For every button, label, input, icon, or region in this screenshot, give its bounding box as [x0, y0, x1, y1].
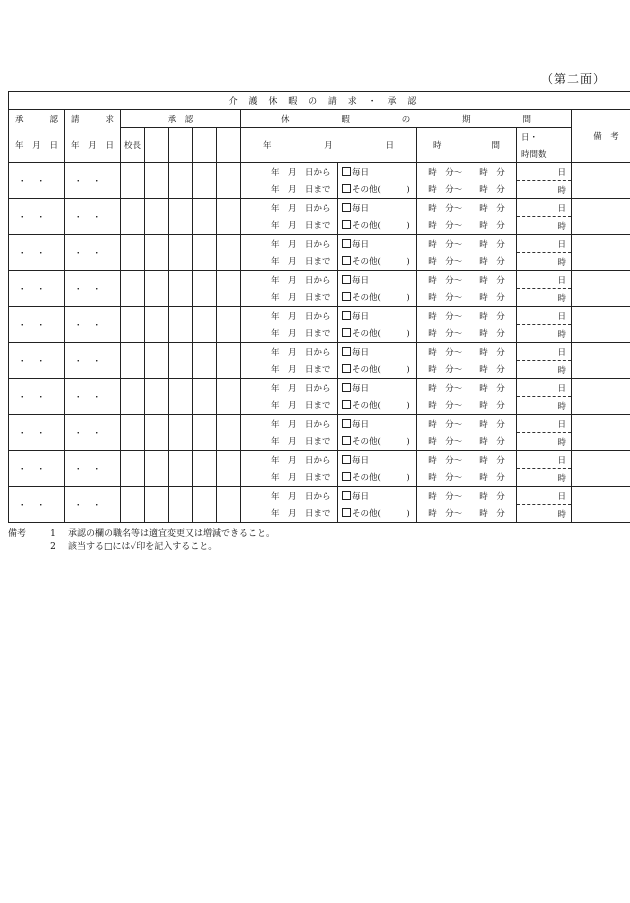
daily-option[interactable]: 毎日 [338, 487, 417, 505]
approver-seal-cell[interactable] [169, 307, 193, 343]
days-count-cell[interactable]: 日 [517, 271, 572, 289]
leave-request-table [8, 91, 630, 523]
approver-seal-cell[interactable] [169, 415, 193, 451]
daily-option[interactable]: 毎日 [338, 451, 417, 469]
approver-seal-cell[interactable] [193, 199, 217, 235]
time-range-cell[interactable]: 時 分〜 時 分 [417, 343, 517, 361]
approver-seal-cell[interactable] [145, 271, 169, 307]
remarks-cell[interactable] [572, 487, 630, 523]
approver-seal-cell[interactable] [145, 163, 169, 199]
daily-option[interactable]: 毎日 [338, 163, 417, 181]
request-date-cell[interactable]: ・・ [65, 451, 121, 487]
checkbox-icon[interactable] [342, 203, 351, 212]
time-range-cell[interactable]: 時 分〜 時 分 [417, 487, 517, 505]
approval-date-cell[interactable]: ・・ [9, 379, 65, 415]
time-range-cell[interactable]: 時 分〜 時 分 [417, 415, 517, 433]
time-range-cell[interactable]: 時 分〜 時 分 [417, 505, 517, 523]
from-date-cell[interactable]: 年 月 日から [241, 415, 338, 433]
approval-date-cell[interactable]: ・・ [9, 415, 65, 451]
request-date-cell[interactable]: ・・ [65, 487, 121, 523]
other-option[interactable]: その他( ) [338, 505, 417, 523]
time-range-cell[interactable]: 時 分〜 時 分 [417, 451, 517, 469]
note-text: 承認の欄の職名等は適宜変更又は増減できること。 [68, 529, 276, 539]
principal-seal-cell[interactable] [121, 451, 145, 487]
daily-option[interactable]: 毎日 [338, 199, 417, 217]
daily-option[interactable]: 毎日 [338, 235, 417, 253]
daily-option[interactable]: 毎日 [338, 307, 417, 325]
approval-date-cell[interactable]: ・・ [9, 343, 65, 379]
approver-seal-cell[interactable] [145, 343, 169, 379]
remarks-cell[interactable] [572, 379, 630, 415]
approver-seal-cell[interactable] [145, 379, 169, 415]
time-range-cell[interactable]: 時 分〜 時 分 [417, 163, 517, 181]
approver-seal-cell[interactable] [145, 451, 169, 487]
to-date-cell[interactable]: 年 月 日まで [241, 325, 338, 343]
note-number: 2 [50, 542, 56, 552]
approver-seal-cell[interactable] [145, 307, 169, 343]
approval-date-ymd: 年 月 日 [9, 128, 65, 163]
checkbox-icon[interactable] [342, 491, 351, 500]
time-range-cell[interactable]: 時 分〜 時 分 [417, 235, 517, 253]
checkbox-icon[interactable] [342, 275, 351, 284]
time-range-cell[interactable]: 時 分〜 時 分 [417, 289, 517, 307]
remarks-cell[interactable] [572, 163, 630, 199]
remarks-cell[interactable] [572, 451, 630, 487]
days-hours-header: 日・ [517, 128, 572, 146]
hours-count-cell[interactable]: 時 [517, 505, 572, 523]
approver-seal-cell[interactable] [217, 199, 241, 235]
days-hours-header-2: 時間数 [517, 145, 572, 163]
approval-date-cell[interactable]: ・・ [9, 271, 65, 307]
approver-seal-cell[interactable] [217, 343, 241, 379]
request-date-cell[interactable]: ・・ [65, 235, 121, 271]
other-option[interactable]: その他( ) [338, 433, 417, 451]
remarks-cell[interactable] [572, 343, 630, 379]
days-count-cell[interactable]: 日 [517, 343, 572, 361]
request-date-cell[interactable]: ・・ [65, 343, 121, 379]
request-date-cell[interactable]: ・・ [65, 199, 121, 235]
checkbox-icon[interactable] [342, 455, 351, 464]
approver-seal-cell[interactable] [169, 379, 193, 415]
days-count-cell[interactable]: 日 [517, 487, 572, 505]
note-text: 該当する□には✓印を記入すること。 [68, 542, 218, 552]
approver-seal-cell[interactable] [193, 451, 217, 487]
request-date-cell[interactable]: ・・ [65, 271, 121, 307]
from-date-cell[interactable]: 年 月 日から [241, 451, 338, 469]
approval-date-cell[interactable]: ・・ [9, 163, 65, 199]
to-date-cell[interactable]: 年 月 日まで [241, 217, 338, 235]
approver-seal-cell[interactable] [193, 487, 217, 523]
approval-date-cell[interactable]: ・・ [9, 451, 65, 487]
checkbox-icon[interactable] [342, 347, 351, 356]
request-date-ymd: 年 月 日 [65, 128, 121, 163]
approver-seal-cell[interactable] [169, 487, 193, 523]
checkbox-icon[interactable] [342, 472, 351, 481]
time-range-cell[interactable]: 時 分〜 時 分 [417, 199, 517, 217]
from-date-cell[interactable]: 年 月 日から [241, 487, 338, 505]
remarks-cell[interactable] [572, 235, 630, 271]
days-count-cell[interactable]: 日 [517, 163, 572, 181]
from-date-cell[interactable]: 年 月 日から [241, 307, 338, 325]
checkbox-icon[interactable] [342, 311, 351, 320]
other-option[interactable]: その他( ) [338, 397, 417, 415]
time-range-cell[interactable]: 時 分〜 時 分 [417, 217, 517, 235]
from-date-cell[interactable]: 年 月 日から [241, 379, 338, 397]
approver-seal-cell[interactable] [169, 163, 193, 199]
checkbox-icon[interactable] [342, 383, 351, 392]
approver-slot [217, 128, 241, 163]
time-range-cell[interactable]: 時 分〜 時 分 [417, 379, 517, 397]
request-date-cell[interactable]: ・・ [65, 163, 121, 199]
remarks-cell[interactable] [572, 307, 630, 343]
remarks-cell[interactable] [572, 271, 630, 307]
principal-seal-cell[interactable] [121, 307, 145, 343]
hours-count-cell[interactable]: 時 [517, 253, 572, 271]
to-date-cell[interactable]: 年 月 日まで [241, 289, 338, 307]
time-range-cell[interactable]: 時 分〜 時 分 [417, 433, 517, 451]
other-option[interactable]: その他( ) [338, 253, 417, 271]
hours-count-cell[interactable]: 時 [517, 469, 572, 487]
to-date-cell[interactable]: 年 月 日まで [241, 361, 338, 379]
other-option[interactable]: その他( ) [338, 217, 417, 235]
checkbox-icon[interactable] [342, 436, 351, 445]
time-range-cell[interactable]: 時 分〜 時 分 [417, 397, 517, 415]
time-range-cell[interactable]: 時 分〜 時 分 [417, 469, 517, 487]
checkbox-icon[interactable] [342, 400, 351, 409]
other-option[interactable]: その他( ) [338, 289, 417, 307]
checkbox-icon[interactable] [342, 292, 351, 301]
approver-seal-cell[interactable] [217, 163, 241, 199]
checkbox-icon[interactable] [342, 239, 351, 248]
approver-seal-cell[interactable] [193, 379, 217, 415]
time-range-cell[interactable]: 時 分〜 時 分 [417, 361, 517, 379]
days-header: 年 月 日 [241, 128, 417, 163]
to-date-cell[interactable]: 年 月 日まで [241, 505, 338, 523]
approver-seal-cell[interactable] [145, 487, 169, 523]
approver-seal-cell[interactable] [217, 235, 241, 271]
approver-seal-cell[interactable] [169, 271, 193, 307]
principal-seal-cell[interactable] [121, 163, 145, 199]
other-option[interactable]: その他( ) [338, 469, 417, 487]
approver-seal-cell[interactable] [217, 415, 241, 451]
request-date-header: 請 求 [65, 110, 121, 128]
notes-label: 備考 [8, 529, 27, 539]
principal-seal-cell[interactable] [121, 487, 145, 523]
remarks-cell[interactable] [572, 415, 630, 451]
approval-date-cell[interactable]: ・・ [9, 235, 65, 271]
approver-slot [193, 128, 217, 163]
approver-seal-cell[interactable] [169, 451, 193, 487]
approver-seal-cell[interactable] [193, 307, 217, 343]
approver-seal-cell[interactable] [169, 235, 193, 271]
approver-seal-cell[interactable] [193, 415, 217, 451]
approval-date-cell[interactable]: ・・ [9, 487, 65, 523]
approval-date-cell[interactable]: ・・ [9, 307, 65, 343]
approver-seal-cell[interactable] [217, 307, 241, 343]
hours-count-cell[interactable]: 時 [517, 361, 572, 379]
principal-seal-cell[interactable] [121, 271, 145, 307]
to-date-cell[interactable]: 年 月 日まで [241, 181, 338, 199]
approval-date-header: 承 認 [9, 110, 65, 128]
approver-seal-cell[interactable] [217, 271, 241, 307]
from-date-cell[interactable]: 年 月 日から [241, 163, 338, 181]
approver-seal-cell[interactable] [217, 451, 241, 487]
days-count-cell[interactable]: 日 [517, 235, 572, 253]
from-date-cell[interactable]: 年 月 日から [241, 343, 338, 361]
principal-seal-cell[interactable] [121, 199, 145, 235]
approver-slot [145, 128, 169, 163]
from-date-cell[interactable]: 年 月 日から [241, 271, 338, 289]
hours-count-cell[interactable]: 時 [517, 217, 572, 235]
approval-header: 承 認 [121, 110, 241, 128]
daily-option[interactable]: 毎日 [338, 271, 417, 289]
time-range-cell[interactable]: 時 分〜 時 分 [417, 181, 517, 199]
days-count-cell[interactable]: 日 [517, 307, 572, 325]
request-date-cell[interactable]: ・・ [65, 307, 121, 343]
remarks-header: 備 考 [572, 110, 630, 163]
approver-seal-cell[interactable] [145, 415, 169, 451]
to-date-cell[interactable]: 年 月 日まで [241, 253, 338, 271]
time-range-cell[interactable]: 時 分〜 時 分 [417, 271, 517, 289]
hours-count-cell[interactable]: 時 [517, 181, 572, 199]
approver-seal-cell[interactable] [217, 379, 241, 415]
hours-count-cell[interactable]: 時 [517, 433, 572, 451]
days-count-cell[interactable]: 日 [517, 379, 572, 397]
checkbox-icon[interactable] [342, 256, 351, 265]
approver-seal-cell[interactable] [145, 235, 169, 271]
checkbox-icon[interactable] [342, 167, 351, 176]
to-date-cell[interactable]: 年 月 日まで [241, 433, 338, 451]
principal-seal-cell[interactable] [121, 235, 145, 271]
other-option[interactable]: その他( ) [338, 361, 417, 379]
approver-seal-cell[interactable] [169, 199, 193, 235]
checkbox-icon[interactable] [342, 419, 351, 428]
principal-seal-cell[interactable] [121, 415, 145, 451]
approver-slot [169, 128, 193, 163]
checkbox-icon[interactable] [342, 328, 351, 337]
hours-count-cell[interactable]: 時 [517, 289, 572, 307]
to-date-cell[interactable]: 年 月 日まで [241, 397, 338, 415]
other-option[interactable]: その他( ) [338, 325, 417, 343]
leave-period-header: 休 暇 の 期 間 [241, 110, 572, 128]
principal-seal-cell[interactable] [121, 343, 145, 379]
approver-seal-cell[interactable] [193, 271, 217, 307]
form-title: 介 護 休 暇 の 請 求 ・ 承 認 [9, 92, 630, 110]
approver-seal-cell[interactable] [193, 163, 217, 199]
approver-seal-cell[interactable] [145, 199, 169, 235]
daily-option[interactable]: 毎日 [338, 343, 417, 361]
checkbox-icon[interactable] [342, 508, 351, 517]
principal-seal-cell[interactable] [121, 379, 145, 415]
principal-header: 校長 [121, 128, 145, 163]
page-title: （第二面） [540, 72, 606, 86]
request-date-cell[interactable]: ・・ [65, 379, 121, 415]
days-count-cell[interactable]: 日 [517, 199, 572, 217]
checkbox-icon[interactable] [342, 220, 351, 229]
checkbox-icon[interactable] [342, 364, 351, 373]
time-range-cell[interactable]: 時 分〜 時 分 [417, 325, 517, 343]
days-count-cell[interactable]: 日 [517, 451, 572, 469]
notes [8, 528, 275, 554]
approver-seal-cell[interactable] [169, 343, 193, 379]
approval-date-cell[interactable]: ・・ [9, 199, 65, 235]
hours-count-cell[interactable]: 時 [517, 325, 572, 343]
request-date-cell[interactable]: ・・ [65, 415, 121, 451]
from-date-cell[interactable]: 年 月 日から [241, 235, 338, 253]
time-range-cell[interactable]: 時 分〜 時 分 [417, 307, 517, 325]
days-count-cell[interactable]: 日 [517, 415, 572, 433]
to-date-cell[interactable]: 年 月 日まで [241, 469, 338, 487]
other-option[interactable]: その他( ) [338, 181, 417, 199]
approver-seal-cell[interactable] [193, 343, 217, 379]
time-header: 時 間 [417, 128, 517, 163]
from-date-cell[interactable]: 年 月 日から [241, 199, 338, 217]
hours-count-cell[interactable]: 時 [517, 397, 572, 415]
daily-option[interactable]: 毎日 [338, 379, 417, 397]
daily-option[interactable]: 毎日 [338, 415, 417, 433]
time-range-cell[interactable]: 時 分〜 時 分 [417, 253, 517, 271]
approver-seal-cell[interactable] [217, 487, 241, 523]
note-number: 1 [50, 529, 56, 539]
checkbox-icon[interactable] [342, 184, 351, 193]
remarks-cell[interactable] [572, 199, 630, 235]
approver-seal-cell[interactable] [193, 235, 217, 271]
